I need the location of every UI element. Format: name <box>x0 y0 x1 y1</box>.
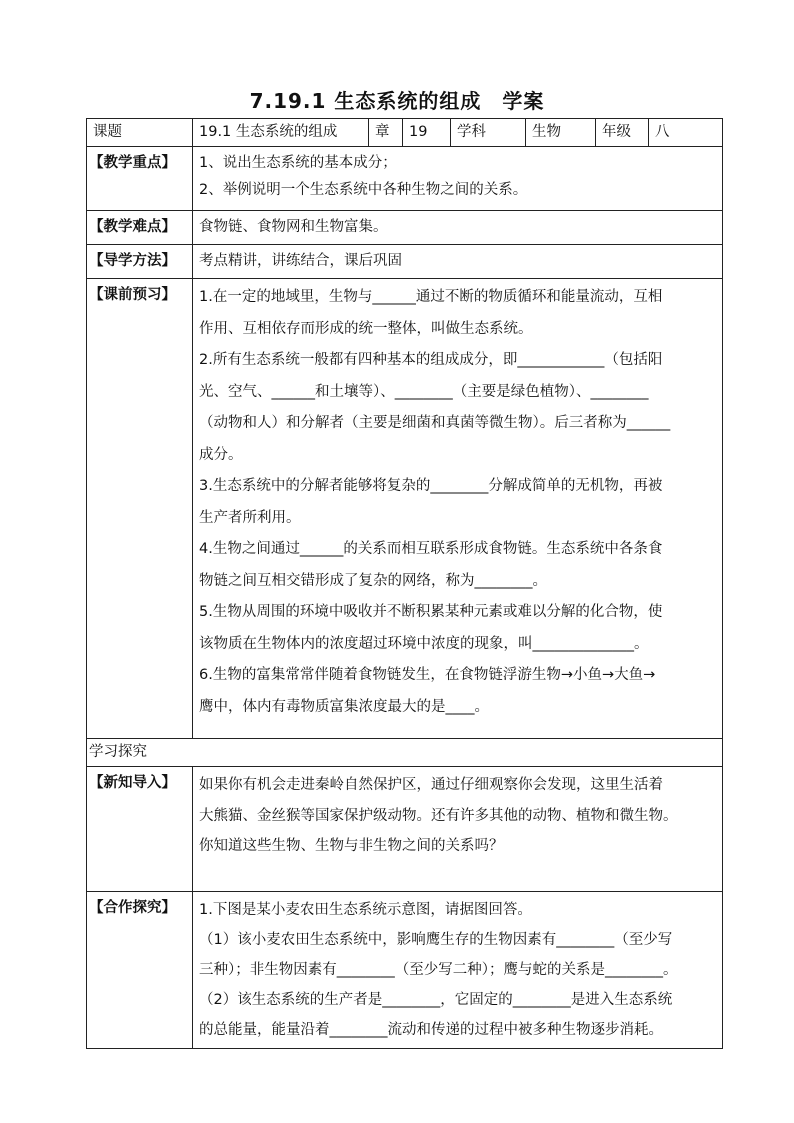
cooperation-row <box>87 892 723 1049</box>
preview-line: 4.生物之间通过______的关系而相互联系形成食物链。生态系统中各条食 <box>199 541 663 557</box>
preview-content <box>193 279 723 739</box>
cooperation-content <box>193 892 723 1049</box>
worksheet-table <box>86 118 723 1049</box>
intro-line: 你知道这些生物、生物与非生物之间的关系吗？ <box>199 838 504 854</box>
preview-label: 【课前预习】 <box>87 279 193 739</box>
course-value: 19.1 生态系统的组成 <box>193 119 369 147</box>
intro-content <box>193 767 723 892</box>
preview-line: 2.所有生态系统一般都有四种基本的组成成分，即____________（包括阳 <box>199 352 663 368</box>
subject-label: 学科 <box>451 119 526 147</box>
explore-label: 学习探究 <box>87 739 723 767</box>
preview-line: 该物质在生物体内的浓度超过环境中浓度的现象，叫______________。 <box>199 635 649 652</box>
subject-value: 生物 <box>526 119 596 147</box>
cooperation-label: 【合作探究】 <box>87 892 193 1049</box>
preview-line: 物链之间互相交错形成了复杂的网络，称为________。 <box>199 572 547 589</box>
grade-value: 八 <box>649 119 723 147</box>
chapter-label: 章 <box>369 119 403 147</box>
preview-line: 6.生物的富集常常伴随着食物链发生，在食物链浮游生物→小鱼→大鱼→ <box>199 667 656 683</box>
difficulties-text: 食物链、食物网和生物富集。 <box>193 211 723 245</box>
preview-line: 1.在一定的地域里，生物与______通过不断的物质循环和能量流动，互相 <box>199 289 663 305</box>
key-point-item: 1、说出生态系统的基本成分； <box>199 155 397 171</box>
preview-line: （动物和人）和分解者（主要是细菌和真菌等微生物）。后三者称为______ <box>199 415 671 431</box>
cooperation-line: （1）该小麦农田生态系统中，影响鹰生存的生物因素有________（至少写 <box>199 932 673 948</box>
cooperation-line: 的总能量，能量沿着________流动和传递的过程中被多种生物逐步消耗。 <box>199 1022 663 1038</box>
preview-row <box>87 279 723 739</box>
intro-line: 如果你有机会走进秦岭自然保护区，通过仔细观察你会发现，这里生活着 <box>199 777 663 793</box>
cooperation-line: 三种）；非生物因素有________（至少写二种）；鹰与蛇的关系是________。 <box>199 962 678 978</box>
page-title: 7.19.1 生态系统的组成 学案 <box>249 89 545 113</box>
cooperation-line: 1.下图是某小麦农田生态系统示意图，请据图回答。 <box>199 902 532 918</box>
chapter-value: 19 <box>403 119 451 147</box>
preview-line: 5.生物从周围的环境中吸收并不断积累某种元素或难以分解的化合物，使 <box>199 604 663 620</box>
key-points-label: 【教学重点】 <box>87 147 193 211</box>
explore-row <box>87 739 723 767</box>
difficulties-label: 【教学难点】 <box>87 211 193 245</box>
key-points-row <box>87 147 723 211</box>
preview-line: 成分。 <box>199 446 243 463</box>
course-label: 课题 <box>87 119 193 147</box>
key-points-content <box>193 147 723 211</box>
grade-label: 年级 <box>596 119 649 147</box>
preview-line: 3.生态系统中的分解者能够将复杂的________分解成简单的无机物，再被 <box>199 478 663 494</box>
method-label: 【导学方法】 <box>87 245 193 279</box>
preview-line: 光、空气、______和土壤等）、________（主要是绿色植物）、________ <box>199 383 649 400</box>
header-row <box>87 119 723 147</box>
intro-row <box>87 767 723 892</box>
intro-line: 大熊猫、金丝猴等国家保护级动物。还有许多其他的动物、植物和微生物。 <box>199 807 678 824</box>
intro-label: 【新知导入】 <box>87 767 193 892</box>
method-text: 考点精讲，讲练结合，课后巩固 <box>193 245 723 279</box>
preview-line: 生产者所利用。 <box>199 509 301 526</box>
cooperation-line: （2）该生态系统的生产者是________，它固定的________是进入生态系统 <box>199 992 673 1008</box>
difficulties-row <box>87 211 723 245</box>
preview-line: 作用、互相依存而形成的统一整体，叫做生态系统。 <box>199 320 533 337</box>
method-row <box>87 245 723 279</box>
key-point-item: 2、举例说明一个生态系统中各种生物之间的关系。 <box>199 182 528 198</box>
preview-line: 鹰中，体内有毒物质富集浓度最大的是____。 <box>199 698 489 715</box>
